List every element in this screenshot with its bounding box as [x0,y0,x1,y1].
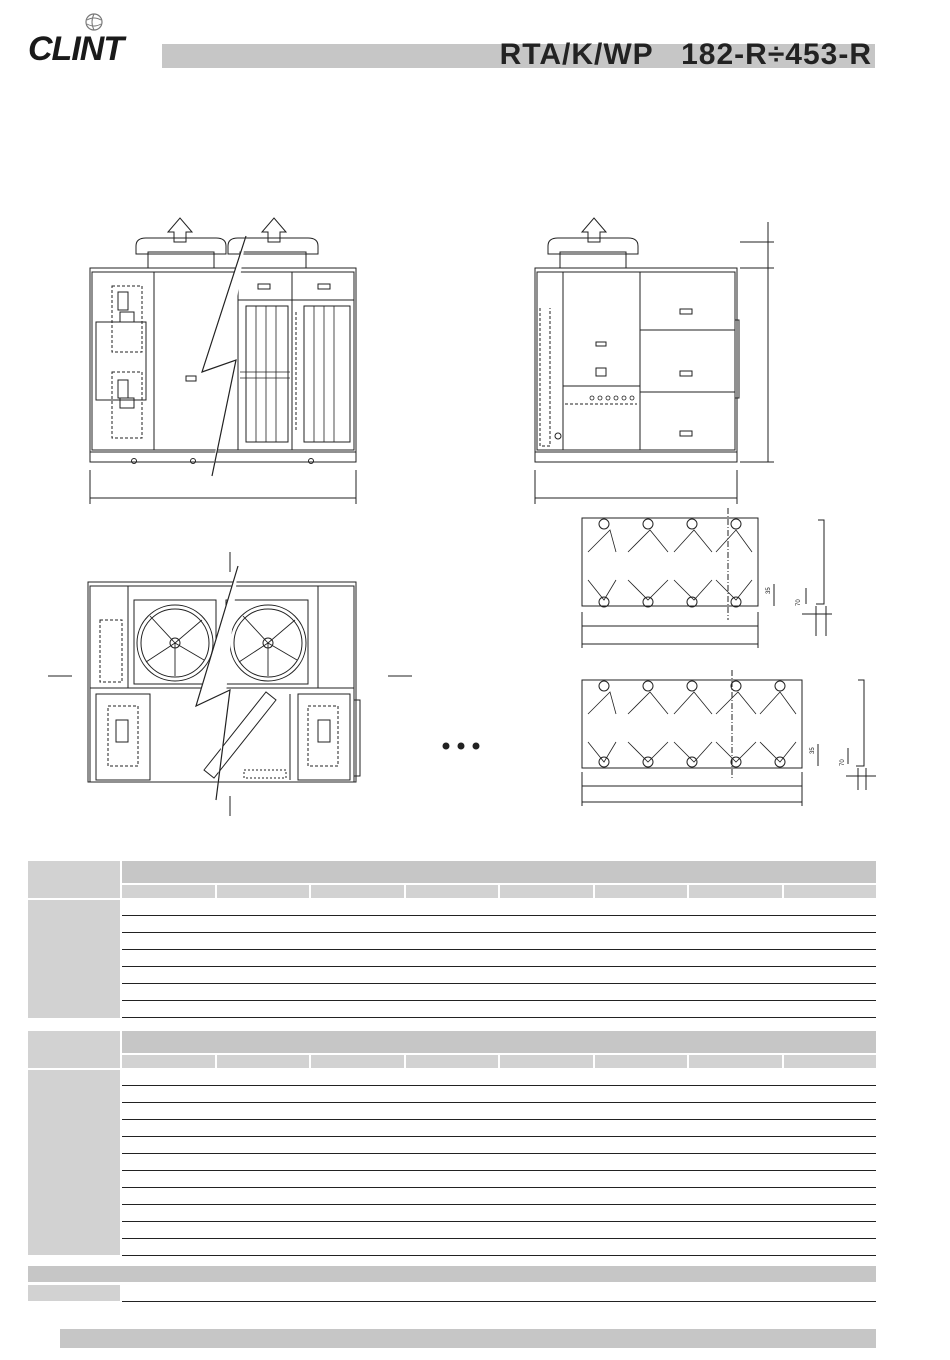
table-2-header [122,1031,876,1053]
dim-label: 35 [810,747,816,754]
side-view-drawing [535,218,774,504]
notes-label-cell [28,1285,120,1301]
notes-line [122,1301,876,1302]
table-1-header [122,861,876,883]
dim-label: 70 [796,599,802,606]
table-2-row-group [28,1070,120,1255]
table-1-column-headers [122,885,876,898]
model-title: RTA/K/WP 182-R÷453-R [499,38,872,71]
footprint-drawing-b [582,670,876,806]
dimensions-table-1 [28,861,876,1021]
table-2-column-headers [122,1055,876,1068]
table-1-corner-cell [28,861,120,898]
notes-bar [28,1266,876,1282]
footer-bar [60,1329,876,1348]
dim-label: 35 [766,587,772,594]
top-view-drawing [48,552,479,816]
dimensions-table-2 [28,1031,876,1257]
table-1-row-group [28,900,120,1018]
brand-name: CLINT [28,30,124,68]
table-2-corner-cell [28,1031,120,1068]
dim-label: 70 [840,759,846,766]
footprint-drawing-a [582,508,832,648]
front-view-drawing [90,218,356,504]
